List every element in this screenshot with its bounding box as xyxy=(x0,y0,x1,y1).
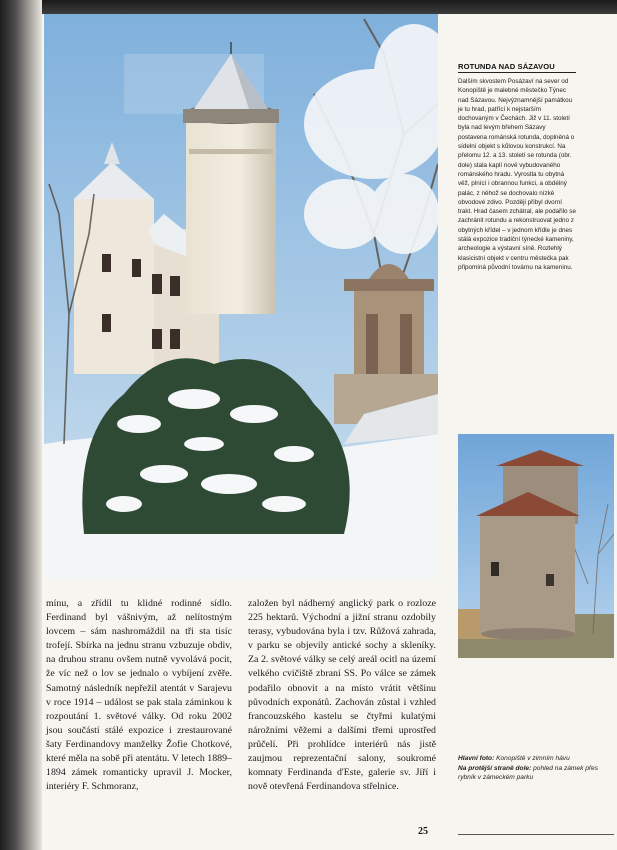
page-number: 25 xyxy=(418,826,428,837)
caption-main-label: Hlavní foto: xyxy=(458,755,495,762)
caption-opposite-text: pohled na zámek přes rybník v zámeckém parku xyxy=(458,764,599,782)
caption-main-text: Konopiště v zimním hávu xyxy=(496,755,570,762)
main-photo-konopiste xyxy=(44,14,438,579)
body-column-1: mínu, a zřídil tu klidné rodinné sídlo. Ferdinand byl vášnivým, až nelítostným lovcem – sám nashromáždil na tři sta tisíc trofejí. Sbírka na jednu stranu vzbuzuje obdiv, na druhou stranu ovšem nutně vyvolává pocit, že víc než o lov se jednalo o vybíjení zvěře. Samotný následník nepřežil atentát v Sarajevu v roce 1914 – událost se pak stala záminkou k rozpoutání 1. světové války. Od roku 2002 jsou součástí stálé expozice i zrestaurované šaty Ferdinandovy manželky Žofie Chotkové, které měla na sobě při atentátu. V letech 1889–1894 zámek romanticky upravil J. Mocker, interiéry F. Schmoranz, xyxy=(46,598,232,793)
photo-captions xyxy=(458,754,608,783)
caption-opposite-label: Na protější straně dole: xyxy=(458,764,532,772)
sidebar-title: ROTUNDA NAD SÁZAVOU xyxy=(458,62,576,73)
book-spine-shadow xyxy=(0,0,42,850)
body-column-2: založen byl nádherný anglický park o rozloze 225 hektarů. Východní a jižní stranu ozdobily terasy, vybudována byla i tzv. Růžová zahrada, v parku se objevily antické sochy a skleníky. Za 2. světové války se celý areál ocitl na území velkého cvičiště zbraní SS. Po válce se zámek podařilo obnovit a na místo vrátit většinu původních exponátů. Zachován zůstal i vzhled francouzského kastelu se čtyřmi kulatými nárožními věžemi a dalšími třemi uprostřed průčelí. Při prohlídce interiérů nás jistě zaujmou reprezentační salony, soukromé komnaty Ferdinanda d'Este, galerie sv. Jiří i nově otevřená Ferdinandova střelnice. xyxy=(248,598,436,793)
footer-rule xyxy=(458,834,614,835)
sidebar-text: Dalším skvostem Posázaví na sever od Konopiště je malebné městečko Týnec nad Sázavou. Nejvýznamnější památkou je tu hrad, patřící k nejstarším dochovaným v Čechách. Již v 11. století byla nad levým břehem Sázavy postavena románská rotunda, doplněná o sídelní objekt s kůlovou konstrukcí. Na přelomu 12. a 13. století se rotunda (obr. dole) stala kaplí nově vybudovaného románského hradu. Vyrostla tu obytná věž, plnící i obrannou funkci, a obdélný palác, z něhož se dochovalo nízké obvodové zdivo. Později přibyl dvorní trakt. Hrad časem zchátral, ale podařilo se zachránit rotundu a rekonstruovat jedno z obytných křídel – v jednom křídle je dnes stálá expozice tradiční týnecké kameniny, archeologie a výstavní síně. Rozlehlý klasicistní objekt v centru městečka pak připomíná původní továrnu na kameninu. xyxy=(458,78,576,271)
photo-tynec-rotunda xyxy=(458,434,614,658)
sidebar-rotunda xyxy=(458,62,576,272)
top-edge xyxy=(0,0,617,14)
